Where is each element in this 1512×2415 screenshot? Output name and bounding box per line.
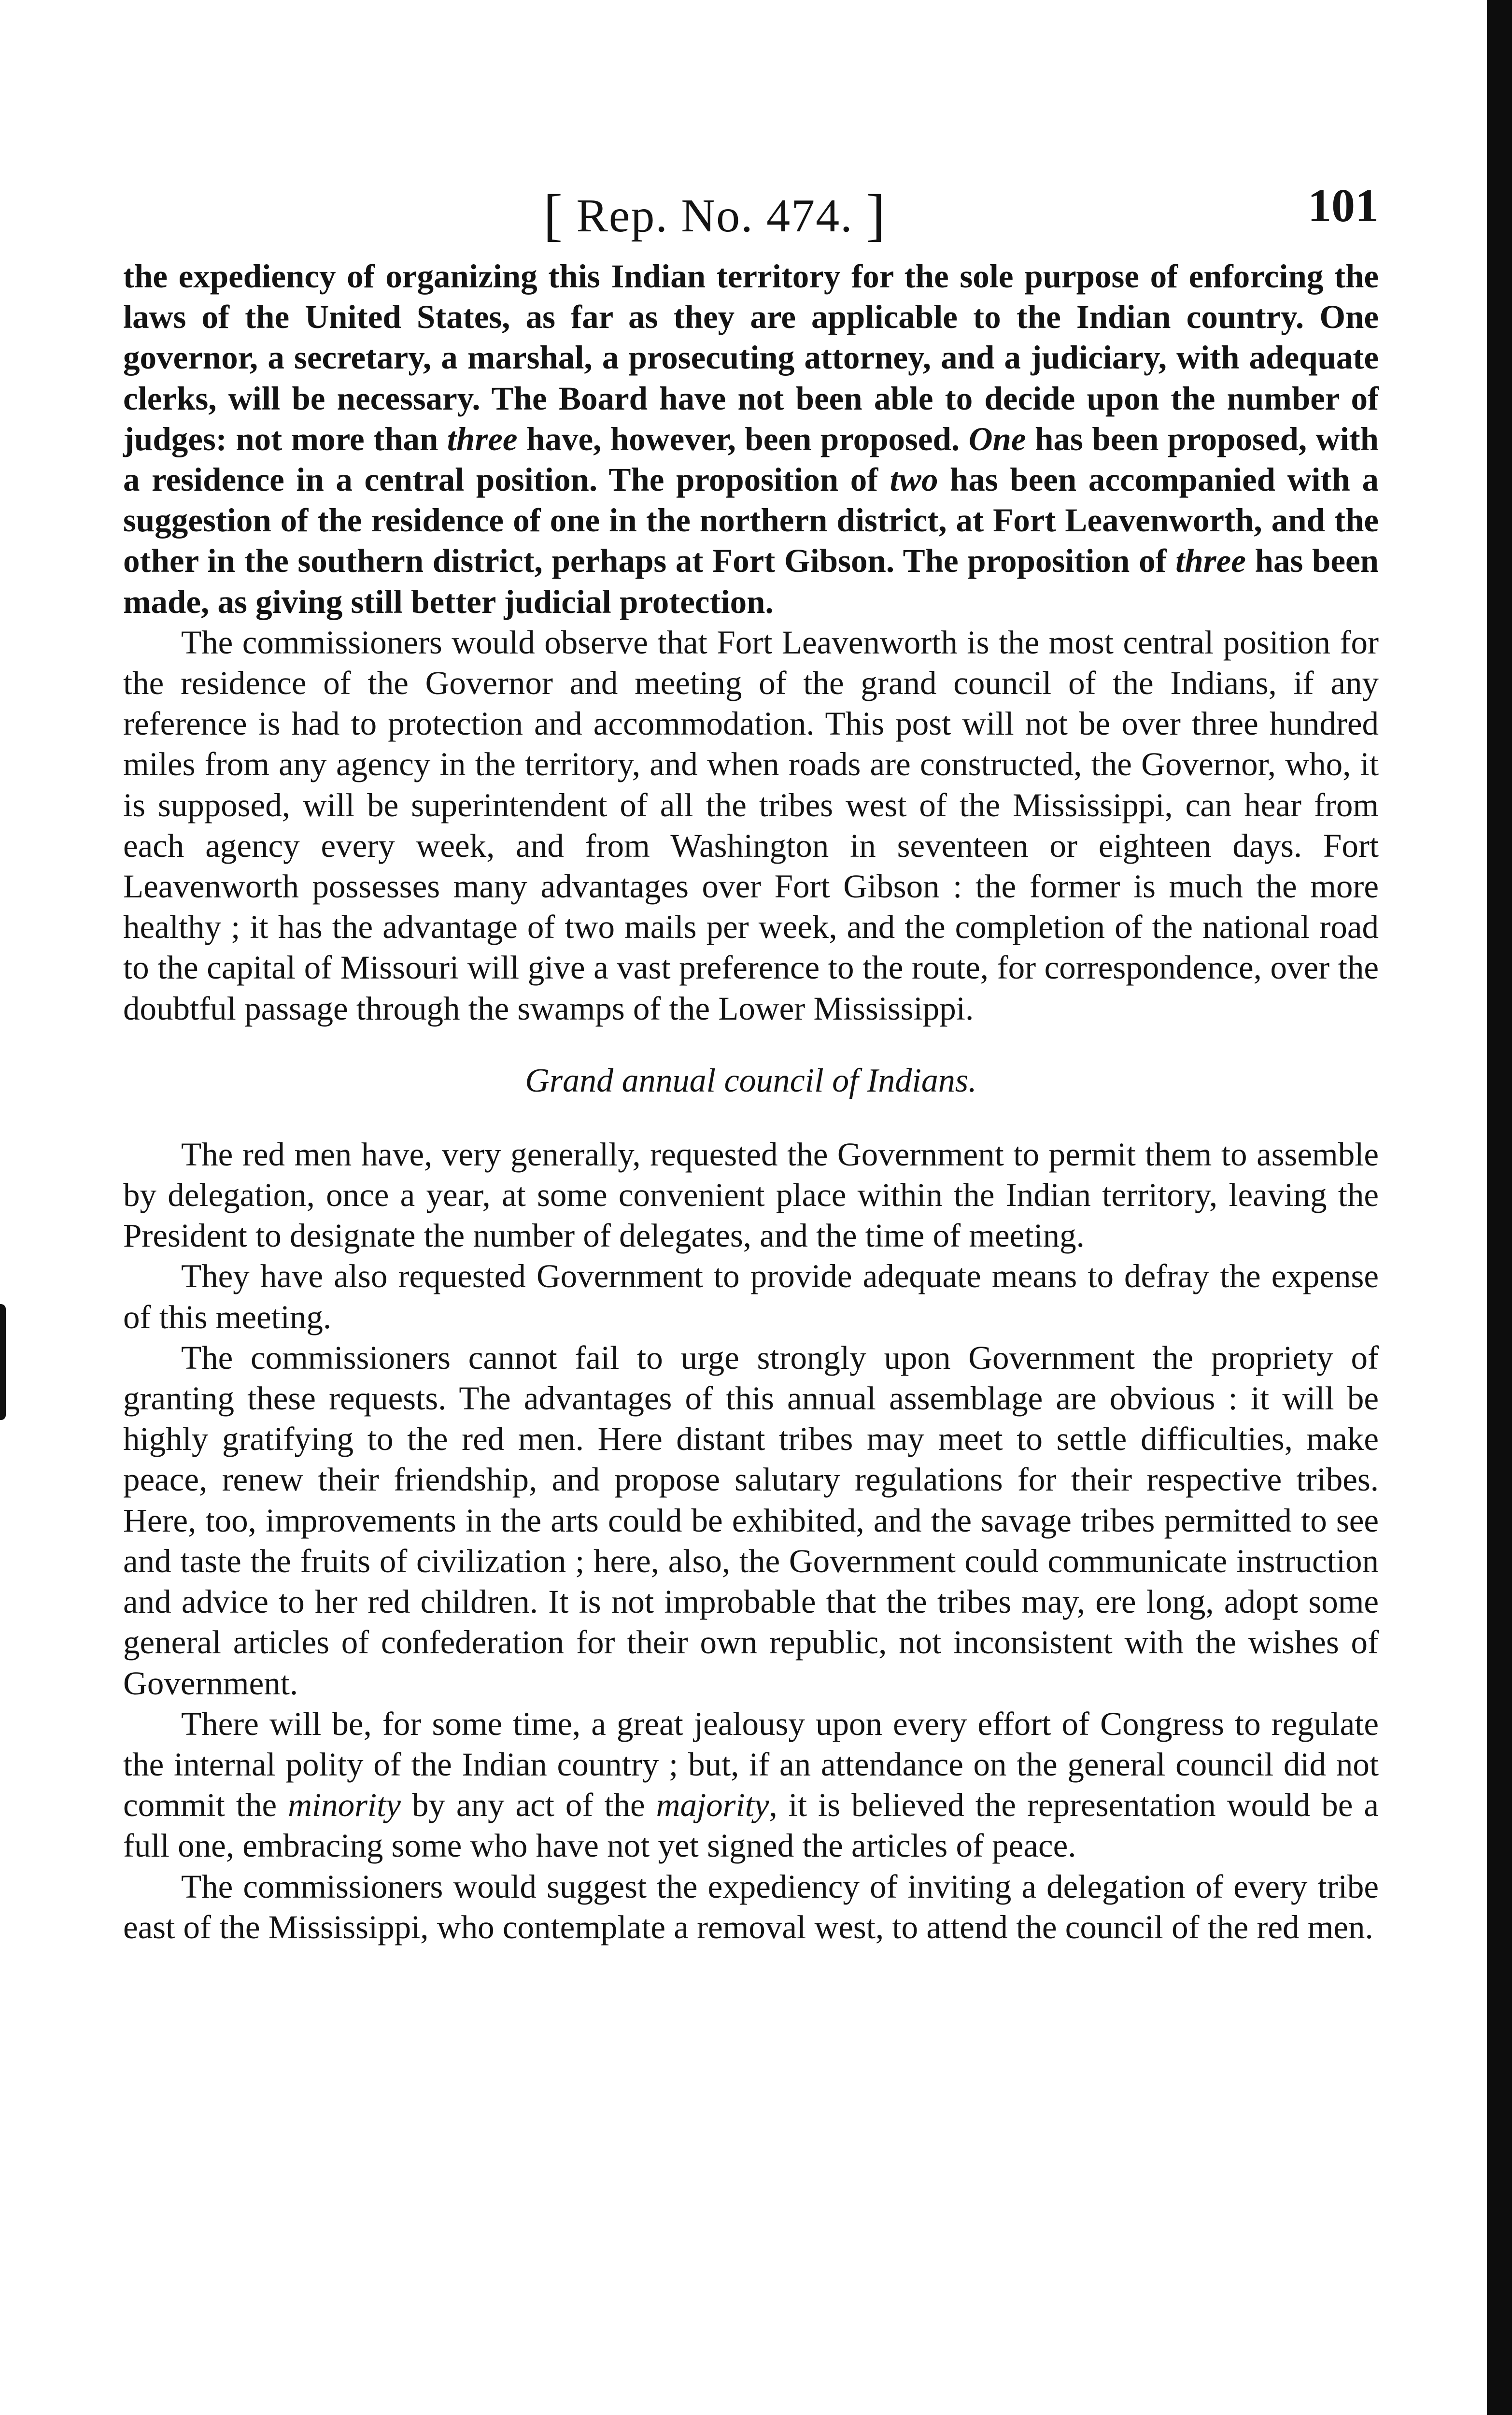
paragraph-expense: They have also requested Government to provide adequate means to defray the expense of this meeting. bbox=[123, 1258, 1379, 1335]
page-edge-shadow bbox=[1487, 0, 1512, 2415]
emphasis: minority bbox=[288, 1787, 401, 1824]
text-run: has been proposed, with a residence in a central position. The proposition of bbox=[123, 420, 1379, 498]
emphasis: three bbox=[447, 420, 518, 457]
text-run: There will be, for some time, a great jealousy upon every effort of Congress to regulate the internal polity of the Indian country ; but, if an attendance on the general council did not commit the bbox=[123, 1705, 1379, 1824]
running-head bbox=[543, 179, 886, 245]
paragraph-red-men-request: The red men have, very generally, requested the Government to permit them to assemble by delegation, once a year, at some convenient place within the Indian territory, leaving the President to designate the number of delegates, and the time of meeting. bbox=[123, 1136, 1379, 1254]
running-head-open-bracket: [ bbox=[543, 183, 564, 247]
page-number: 101 bbox=[1308, 180, 1379, 232]
text-run: have, however, been proposed. bbox=[517, 420, 969, 457]
document-page bbox=[123, 179, 1379, 1947]
text-run: has been accompanied with a suggestion of the residence of one in the northern district, at Fort Leavenworth, and the other in the southern district, perhaps at Fort Gibson. The proposition of bbox=[123, 461, 1379, 580]
text-run: , it is believed the representation would be a full one, embracing some who have not yet signed the articles of peace. bbox=[123, 1787, 1379, 1864]
paragraph-assemblage: The commissioners cannot fail to urge strongly upon Government the propriety of granting these requests. The advantages of this annual assemblage are obvious : it will be highly gratifying to the red men. Here distant tribes may meet to settle difficulties, make peace, renew their friendship, and propose salutary regulations for their respective tribes. Here, too, improvements in the arts could be exhibited, and the savage tribes permitted to see and taste the fruits of civilization ; here, also, the Government could communicate instruction and advice to her red children. It is not improbable that the tribes may, ere long, adopt some general articles of confederation for their own republic, not inconsistent with the wishes of Government. bbox=[123, 1339, 1379, 1702]
emphasis: One bbox=[968, 420, 1026, 457]
paragraph-judiciary bbox=[123, 256, 1379, 622]
emphasis: two bbox=[890, 461, 938, 498]
section-heading: Grand annual council of Indians. bbox=[525, 1062, 977, 1099]
paragraph-fort-leavenworth: The commissioners would observe that Fort Leavenworth is the most central position for the residence of the Governor and meeting of the grand council of the Indians, if any reference is had to protection and accommodation. This post will not be over three hundred miles from any agency in the territory, and when roads are constructed, the Governor, who, it is supposed, will be superintendent of all the tribes west of the Mississippi, can hear from each agency every week, and from Washington in seventeen or eighteen days. Fort Leavenworth possesses many advantages over Fort Gibson : the former is much the more healthy ; it has the advantage of two mails per week, and the completion of the national road to the capital of Missouri will give a vast preference to the route, for correspondence, over the doubtful passage through the swamps of the Lower Mississippi. bbox=[123, 624, 1379, 1027]
running-head-text: Rep. No. 474. bbox=[576, 190, 853, 242]
text-run: the expediency of organizing this Indian territory for the sole purpose of enforcing the laws of the United States, as far as they are applicable to the Indian country. One governor, a secretary, a marshal, a prosecuting attorney, and a judiciary, with adequate clerks, will be necessary. The Board have not been able to decide upon the number of judges: not more than bbox=[123, 258, 1379, 457]
text-run: by any act of the bbox=[400, 1787, 656, 1824]
running-head-close-bracket: ] bbox=[866, 183, 887, 247]
emphasis: majority bbox=[656, 1787, 769, 1824]
page-header bbox=[123, 179, 1379, 256]
paragraph-jealousy bbox=[123, 1704, 1379, 1866]
text-run: has been made, as giving still better judicial protection. bbox=[123, 542, 1379, 620]
paragraph-delegation: The commissioners would suggest the expediency of inviting a delegation of every tribe east of the Mississippi, who contemplate a removal west, to attend the council of the red men. bbox=[123, 1868, 1379, 1946]
binding-mark bbox=[0, 1304, 6, 1420]
emphasis: three bbox=[1175, 542, 1246, 580]
